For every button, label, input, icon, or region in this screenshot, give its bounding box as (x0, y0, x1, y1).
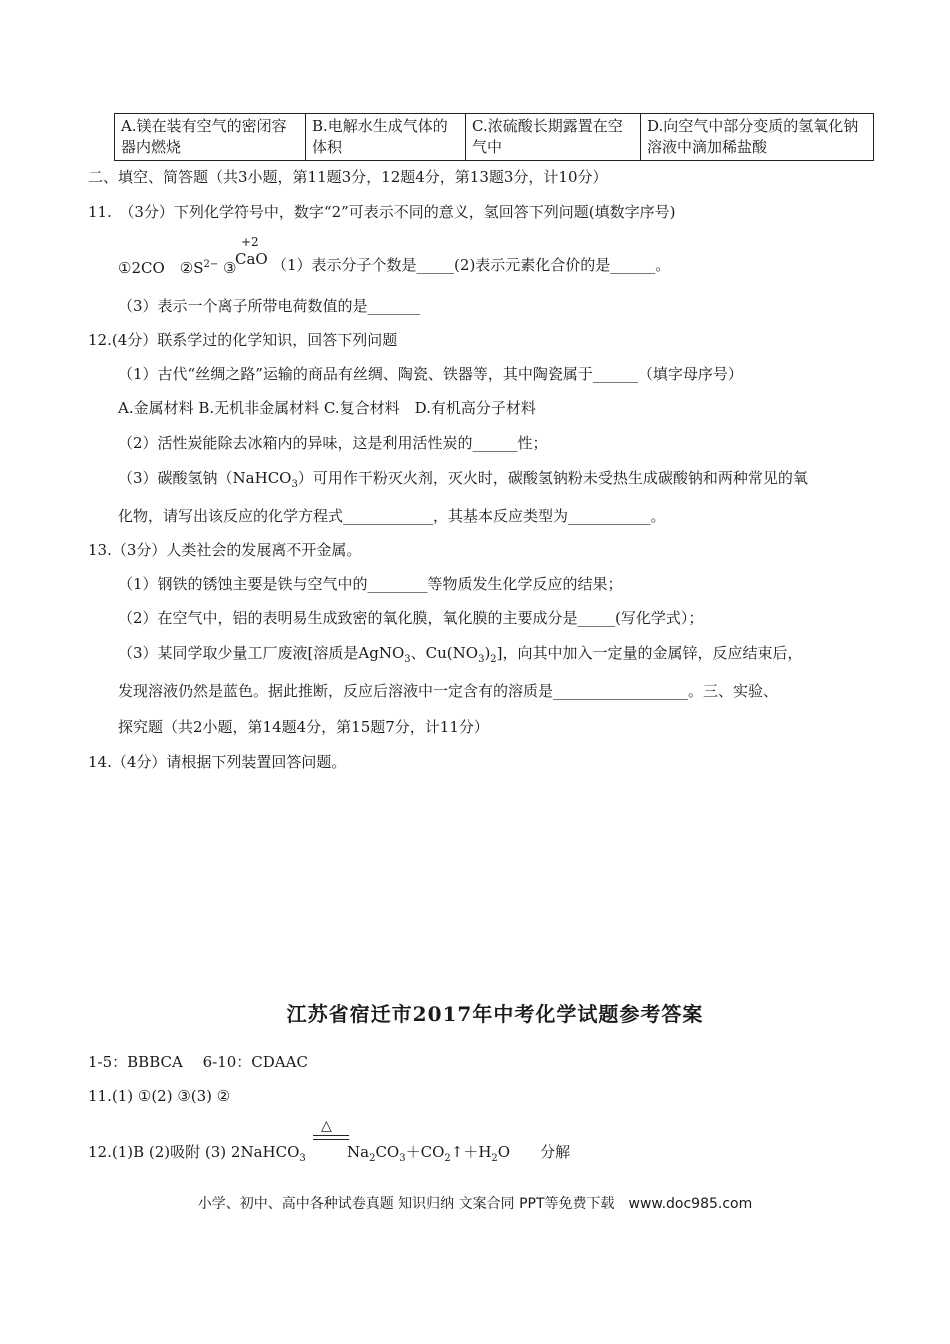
option-d: D.向空气中部分变质的氢氧化钠溶液中滴加稀盐酸 (641, 114, 874, 161)
answer-title: 江苏省宿迁市2017年中考化学试题参考答案 (286, 1002, 704, 1026)
q12-sub3: （3）碳酸氢钠（NaHCO$_3$）可用作干粉灭火剂，灭火时，碳酸氢钠粉未受热生成碳酸钠和两种常见的氧 (118, 469, 808, 490)
q13-sub3-line3: 探究题（共2小题，第14题4分，第15题7分，计11分） (118, 718, 489, 736)
q11-sub1: （1）表示分子个数是_____(2)表示元素化合价的是______。 (272, 256, 671, 274)
q12-sub2: （2）活性炭能除去冰箱内的异味，这是利用活性炭的______性； (118, 434, 548, 452)
q12-sub3-line2: 化物，请写出该反应的化学方程式____________，其基本反应类型为___________。 (118, 507, 666, 525)
heating-condition (313, 1119, 349, 1145)
section-heading: 二、填空、简答题（共3小题，第11题3分，12题4分，第13题3分，计10分） (88, 168, 608, 186)
q13-sub1: （1）钢铁的锈蚀主要是铁与空气中的________等物质发生化学反应的结果； (118, 575, 623, 593)
heat-triangle-icon: △ (321, 1118, 332, 1134)
answer-line3: 12.(1)B (2)吸附 (3) 2NaHCO$_3$ (88, 1143, 306, 1164)
q13-sub3-line2: 发现溶液仍然是蓝色。据此推断，反应后溶液中一定含有的溶质是__________________。三、实验、 (118, 682, 779, 700)
q13-sub3: （3）某同学取少量工厂废液[溶质是AgNO$_3$、$Cu(NO_3)_2$]，向其中加入一定量的金属锌，反应结束后， (118, 644, 803, 665)
option-b: B.电解水生成气体的体积 (306, 114, 466, 161)
equation-bar (313, 1135, 349, 1136)
q11-items (118, 255, 236, 278)
q11-stem: 11. （3分）下列化学符号中，数字“2”可表示不同的意义，氢回答下列问题(填数字序号) (88, 203, 676, 221)
sulfide-charge: 2− (203, 259, 219, 270)
valence-mark: +2 (241, 235, 259, 249)
q11-item3-prefix: ③ (223, 259, 237, 277)
q14-stem: 14.（4分）请根据下列装置回答问题。 (88, 753, 347, 771)
q12-sub1: （1）古代“丝绸之路”运输的商品有丝绸、陶瓷、铁器等，其中陶瓷属于______（填字母序号） (118, 365, 743, 383)
q13-stem: 13.（3分）人类社会的发展离不开金属。 (88, 541, 362, 559)
q12-choices: A.金属材料 B.无机非金属材料 C.复合材料 D.有机高分子材料 (118, 399, 536, 417)
answer-line1: 1-5：BBBCA 6-10：CDAAC (88, 1053, 308, 1071)
compound: CaO (235, 250, 268, 268)
footer-text: 小学、初中、高中各种试卷真题 知识归纳 文案合同 PPT等免费下载 www.doc985.com (197, 1196, 753, 1212)
q12-stem: 12.(4分）联系学过的化学知识，回答下列问题 (88, 331, 398, 349)
q13-sub2: （2）在空气中，铝的表明易生成致密的氧化膜，氧化膜的主要成分是_____(写化学式）； (118, 609, 704, 627)
equation-bar (313, 1139, 349, 1140)
option-c: C.浓硫酸长期露置在空气中 (466, 114, 641, 161)
cao-formula (235, 236, 267, 270)
option-a: A.镁在装有空气的密闭容器内燃烧 (115, 114, 306, 161)
options-table (114, 113, 874, 161)
answer-products: $Na_2CO_3+CO_2↑+H_2O$ 分解 (347, 1143, 571, 1164)
answer-line2: 11.(1) ①(2) ③(3) ② (88, 1087, 231, 1105)
q11-sub3: （3）表示一个离子所带电荷数值的是_______ (118, 297, 421, 315)
q11-item1: ①2CO ②S (118, 259, 204, 277)
